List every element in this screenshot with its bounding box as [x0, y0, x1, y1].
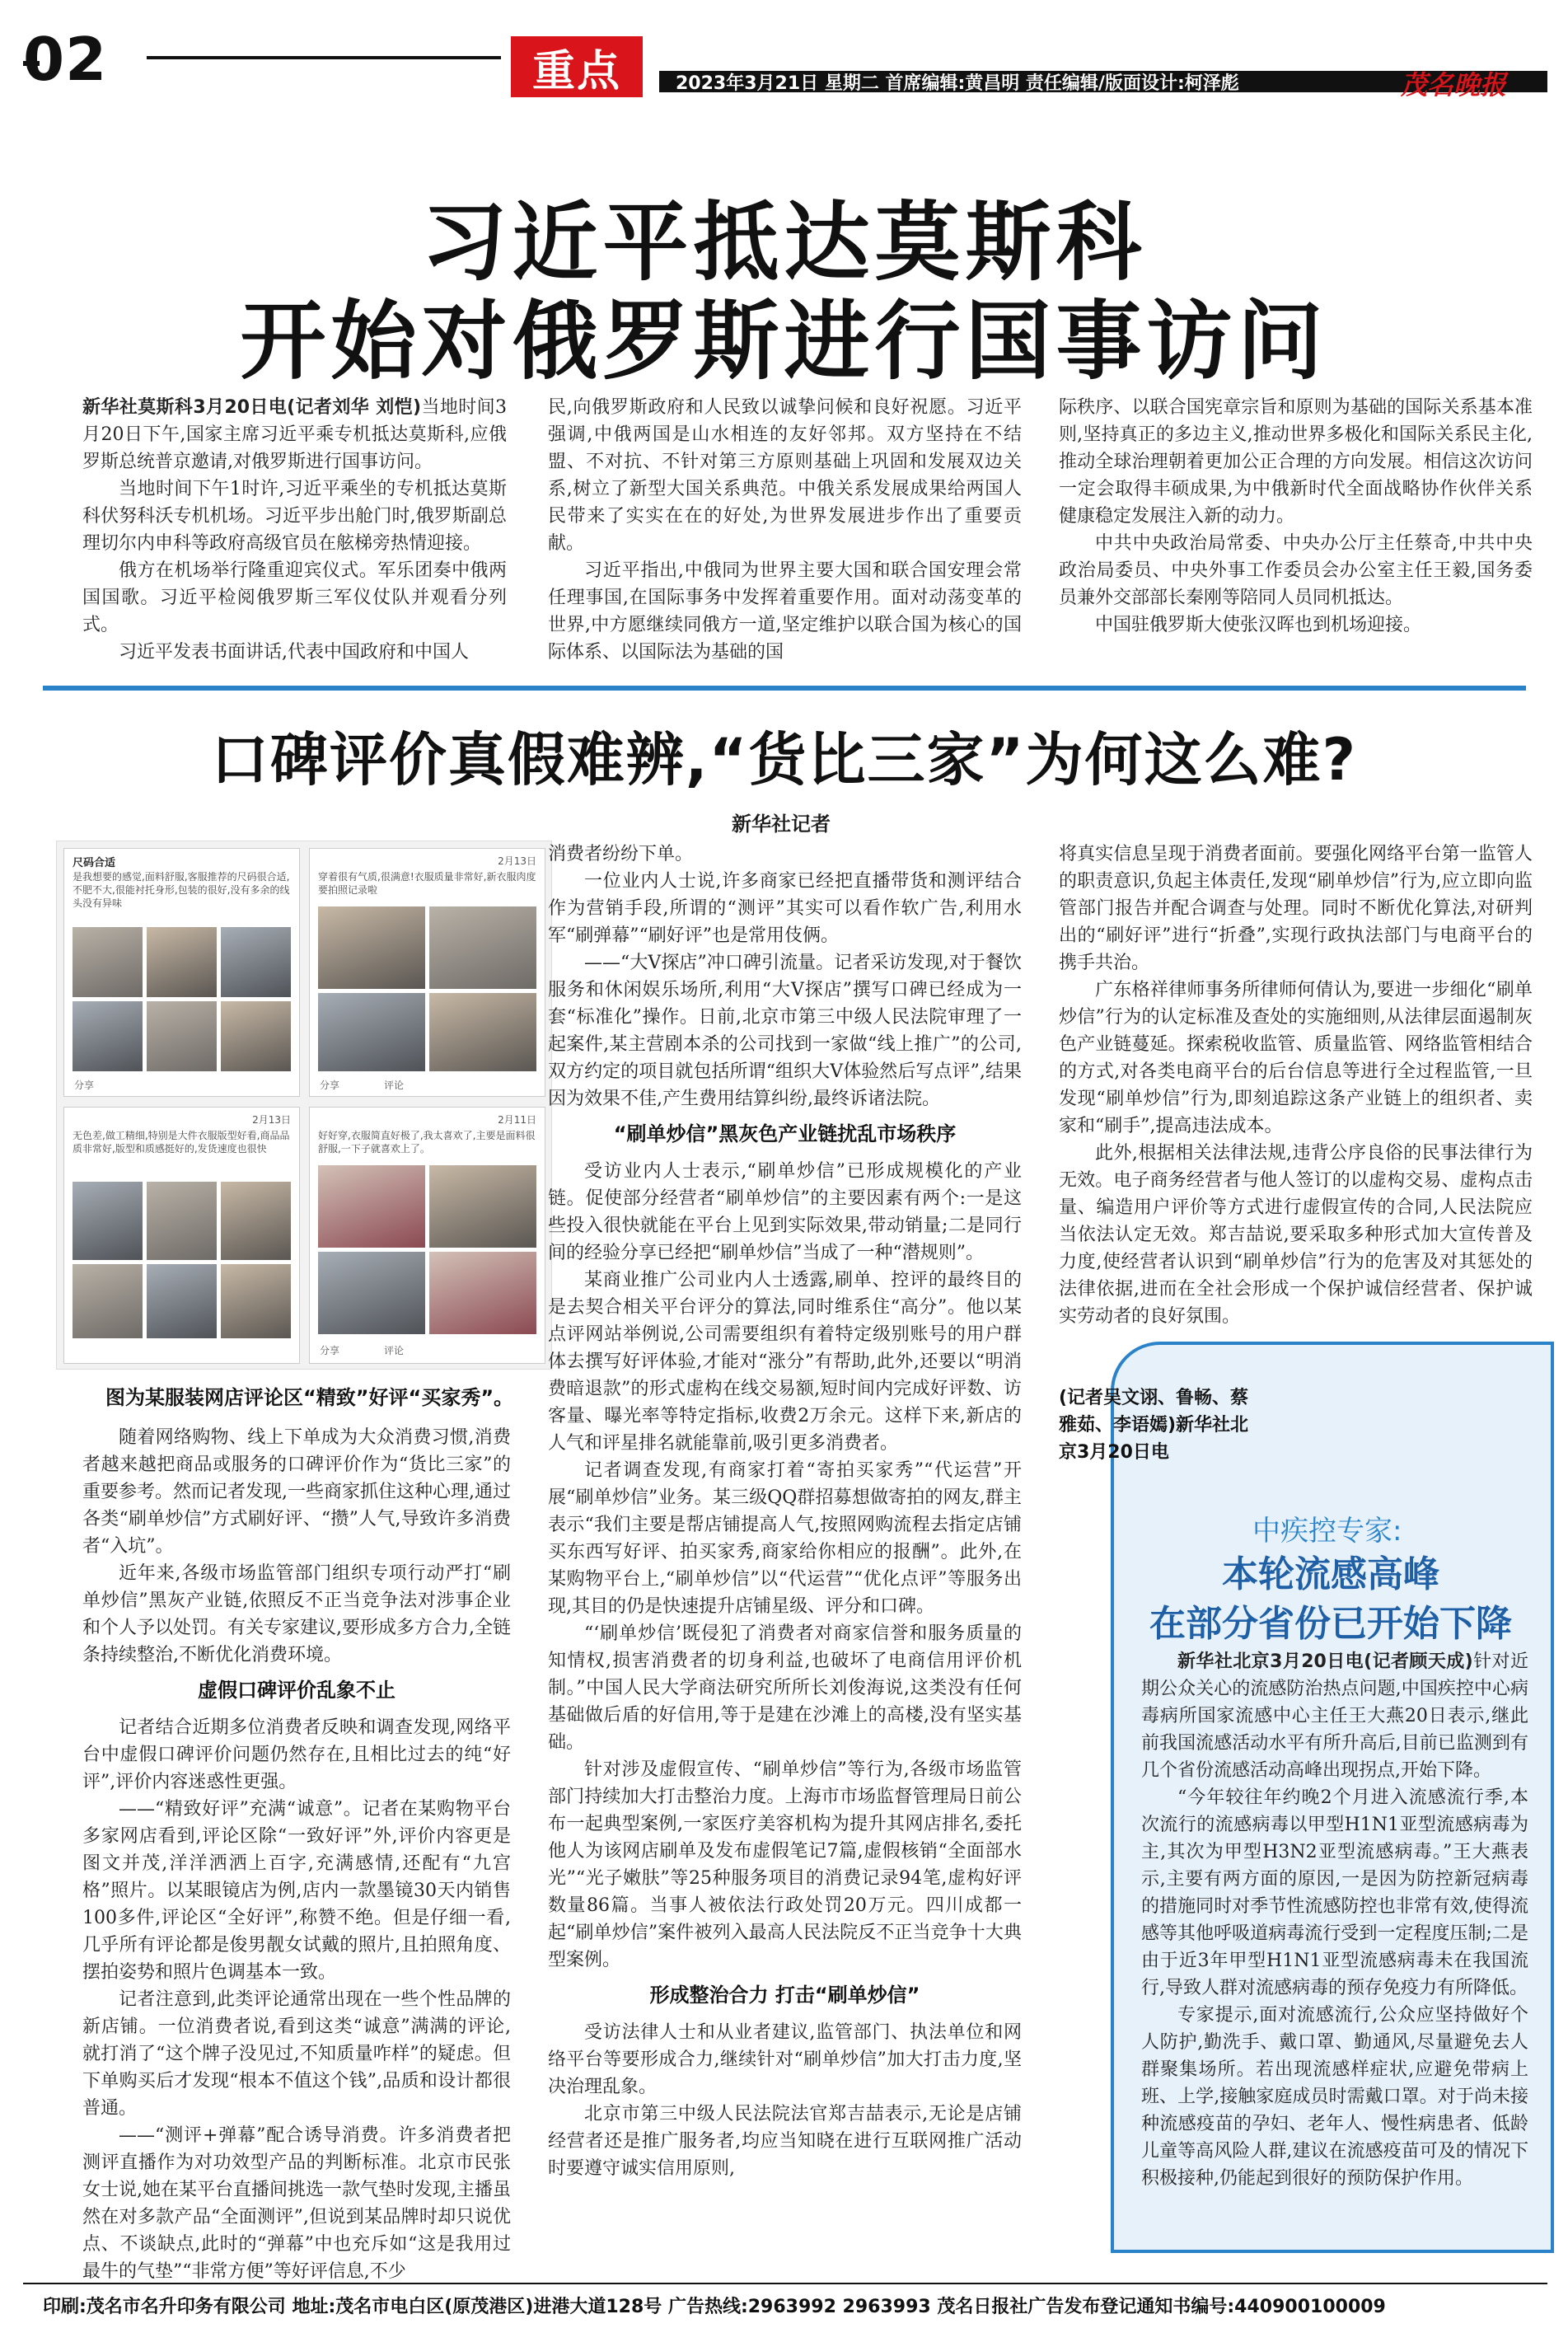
header-rule — [147, 56, 501, 59]
article1-paragraph: 习近平发表书面讲话,代表中国政府和中国人 — [119, 642, 469, 663]
article2-reporter: 新华社记者 — [732, 813, 831, 836]
section-badge: 重点 — [511, 36, 643, 97]
article2-paragraph: 记者注意到,此类评论通常出现在一些个性品牌的新店铺。一位消费者说,看到这类“诚意”满满的评论,就打消了“这个牌子没见过,不知质量咋样”的疑虑。但下单购买后才发现“根本不值这个钱”,品质和设计都很普通。 — [82, 1989, 511, 2119]
article2-paragraph: ——“精致好评”充满“诚意”。记者在某购物平台多家网店看到,评论区除“一致好评”外,评价内容更是图文并茂,洋洋洒洒上百字,充满感情,还配有“九宫格”照片。以某眼镜店为例,店内一款墨镜30天内销售100多件,评论区“全好评”,称赞不绝。但是仔细一看,几乎所有评论都是俊男靓女试戴的照片,且拍照角度、摆拍姿势和照片色调基本一致。 — [82, 1799, 511, 1983]
article1-column-3 — [1059, 394, 1533, 639]
sidebar-paragraph: “今年较往年约晚2个月进入流感流行季,本次流行的流感病毒以甲型H1N1亚型流感病毒为主,其次为甲型H3N2亚型流感病毒。”王大燕表示,主要有两方面的原因,一是因为防控新冠病毒的措施同时对季节性流感防控也非常有效,使得流感等其他呼吸道病毒流行受到一定程度压制;二是由于近3年甲型H1N1亚型流感病毒未在我国流行,导致人群对流感病毒的预存免疫力有所降低。 — [1141, 1787, 1528, 1998]
newspaper-logo: 茂名晚报 — [1401, 69, 1507, 101]
article1-paragraph: 当地时间下午1时许,习近平乘坐的专机抵达莫斯科伏努科沃专机机场。习近平步出舱门时,俄罗斯副总理切尔内申科等政府高级官员在舷梯旁热情迎接。 — [82, 479, 507, 554]
page-number: 02 — [23, 25, 108, 94]
share-label: 分享 — [320, 1345, 340, 1356]
review-text: 好好穿,衣服简直好极了,我太喜欢了,主要是面料很舒服,一下子就喜欢上了。 — [318, 1130, 536, 1155]
review-date: 2月13日 — [252, 1114, 291, 1126]
review-card — [309, 1107, 545, 1364]
footer-text: 印刷:茂名市名升印务有限公司 地址:茂名市电白区(原茂港区)进港大道128号 广告热线:2963992 2963993 茂名日报社广告发布登记通知书编号:440900100009 — [43, 2297, 1386, 2317]
review-date: 2月13日 — [498, 855, 536, 867]
issue-meta: 2023年3月21日 星期二 首席编辑:黄昌明 责任编辑/版面设计:柯泽彪 — [676, 73, 1239, 94]
article2-paragraph: 记者结合近期多位消费者反映和调查发现,网络平台中虚假口碑评价问题仍然存在,且相比过去的纯“好评”,评价内容迷惑性更强。 — [82, 1717, 511, 1792]
review-text: 穿着很有气质,很满意!衣服质量非常好,新衣服肉度要拍照记录啦 — [318, 871, 536, 896]
article2-headline: 口碑评价真假难辨,“货比三家”为何这么难? — [210, 726, 1358, 794]
article2-subhead: 虚假口碑评价乱象不止 — [198, 1679, 396, 1702]
sidebar-body — [1141, 1648, 1528, 2192]
article1-byline: 新华社莫斯科3月20日电(记者刘华 刘恺) — [82, 397, 422, 418]
article1-paragraph: 新华社莫斯科3月20日电(记者刘华 刘恺)当地时间3月20日下午,国家主席习近平乘专机抵达莫斯科,应俄罗斯总统普京邀请,对俄罗斯进行国事访问。 — [82, 397, 507, 472]
sidebar-paragraph: 新华社北京3月20日电(记者顾天成)针对近期公众关心的流感防治热点问题,中国疾控中心病毒病所国家流感中心主任王大燕20日表示,继此前我国流感活动水平有所升高后,目前已监测到有几个省份流感活动高峰出现拐点,开始下降。 — [1141, 1651, 1528, 1781]
article1-paragraph: 俄方在机场举行隆重迎宾仪式。军乐团奏中俄两国国歌。习近平检阅俄罗斯三军仪仗队并观看分列式。 — [82, 560, 507, 635]
article1-column-2 — [548, 394, 1022, 666]
review-text: 无色差,做工精细,特别是大件衣服版型好看,商品品质非常好,版型和质感挺好的,发货速度也很快 — [73, 1130, 290, 1155]
article1-paragraph: 习近平指出,中俄同为世界主要大国和联合国安理会常任理事国,在国际事务中发挥着重要作用。面对动荡变革的世界,中方愿继续同俄方一道,坚定维护以联合国为核心的国际体系、以国际法为基础的国 — [548, 560, 1022, 663]
article2-paragraph: ——“测评+弹幕”配合诱导消费。许多消费者把测评直播作为对功效型产品的判断标准。北京市民张女士说,她在某平台直播间挑选一款气垫时发现,主播虽然在对多款产品“全面测评”,但说到某品牌时却只说优点、不谈缺点,此时的“弹幕”中也充斥如“这是我用过最牛的气垫”“非常方便”等好评信息,不少 — [82, 2125, 511, 2282]
share-label: 分享 — [74, 1080, 95, 1091]
headline-line-1: 习近平抵达莫斯科 — [421, 192, 1147, 293]
article2-credit: (记者吴文诩、鲁畅、蔡雅茹、李语嫣)新华社北京3月20日电 — [1059, 1388, 1249, 1463]
article1-paragraph: 中共中央政治局常委、中央办公厅主任蔡奇,中共中央政治局委员、中央外事工作委员会办公室主任王毅,国务委员兼外交部部长秦刚等陪同人员同机抵达。 — [1059, 533, 1533, 608]
article1-column-1 — [82, 394, 507, 666]
article2-column-2 — [548, 841, 1022, 2182]
article2-paragraph: 受访法律人士和从业者建议,监管部门、执法单位和网络平台等要形成合力,继续针对“刷单炒信”加大打击力度,坚决治理乱象。 — [548, 2022, 1022, 2097]
review-card — [63, 848, 300, 1097]
article2-subhead: 形成整治合力 打击“刷单炒信” — [649, 1984, 920, 2007]
article2-paragraph: 随着网络购物、线上下单成为大众消费习惯,消费者越来越把商品或服务的口碑评价作为“货比三家”的重要参考。然而记者发现,一些商家抓住这种心理,通过各类“刷单炒信”方式刷好评、“攒”人气,导致许多消费者“入坑”。 — [82, 1427, 511, 1557]
review-card — [63, 1107, 300, 1364]
article2-paragraph: 将真实信息呈现于消费者面前。要强化网络平台第一监管人的职责意识,负起主体责任,发现“刷单炒信”行为,应立即向监管部门报告并配合调查与处理。同时不断优化算法,对研判出的“刷好评”进行“折叠”,实现行政执法部门与电商平台的携手共治。 — [1059, 844, 1533, 973]
article2-paragraph: 广东格祥律师事务所律师何倩认为,要进一步细化“刷单炒信”行为的认定标准及查处的实施细则,从法律层面遏制灰色产业链蔓延。探索税收监管、质量监管、网络监管相结合的方式,对各类电商平台的后台信息等进行全过程监管,一旦发现“刷单炒信”行为,即刻追踪这条产业链上的组织者、卖家和“刷手”,提高违法成本。 — [1059, 980, 1533, 1136]
article2-paragraph: 受访业内人士表示,“刷单炒信”已形成规模化的产业链。促使部分经营者“刷单炒信”的主要因素有两个:一是这些投入很快就能在平台上见到实际效果,带动销量;二是同行间的经验分享已经把“刷单炒信”当成了一种“潜规则”。 — [548, 1161, 1022, 1263]
sidebar-title-line-2: 在部分省份已开始下降 — [1149, 1603, 1512, 1645]
article2-paragraph: 记者调查发现,有商家打着“寄拍买家秀”“代运营”开展“刷单炒信”业务。某三级QQ群招募想做寄拍的网友,群主表示“我们主要是帮店铺提高人气,按照网购流程去指定店铺买东西写好评、拍买家秀,商家给你相应的报酬”。此外,在某购物平台上,“刷单炒信”以“代运营”“优化点评”等服务出现,其目的仍是快速提升店铺星级、评分和口碑。 — [548, 1460, 1022, 1617]
comment-label: 评论 — [384, 1080, 405, 1091]
sidebar-byline: 新华社北京3月20日电(记者顾天成) — [1177, 1651, 1473, 1672]
article2-paragraph: 某商业推广公司业内人士透露,刷单、控评的最终目的是去契合相关平台评分的算法,同时维系住“高分”。他以某点评网站举例说,公司需要组织有着特定级别账号的用户群体去撰写好评体验,才能对“涨分”有帮助,此外,还要以“明消费暗退款”的形式虚构在线交易额,短时间内完成好评数、访客量、曝光率等特定指标,收费2万余元。这样下来,新店的人气和评星排名就能靠前,吸引更多消费者。 — [548, 1270, 1022, 1454]
article1-paragraph: 际秩序、以联合国宪章宗旨和原则为基础的国际关系基本准则,坚持真正的多边主义,推动世界多极化和国际关系民主化,推动全球治理朝着更加公正合理的方向发展。相信这次访问一定会取得丰硕成果,为中俄新时代全面战略协作伙伴关系健康稳定发展注入新的动力。 — [1059, 397, 1533, 527]
article2-paragraph: 一位业内人士说,许多商家已经把直播带货和测评结合作为营销手段,所谓的“测评”其实可以看作软广告,利用水军“刷弹幕”“刷好评”也是常用伎俩。 — [548, 871, 1022, 946]
article2-paragraph: ——“大V探店”冲口碑引流量。记者采访发现,对于餐饮服务和休闲娱乐场所,利用“大V探店”撰写口碑已经成为一套“标准化”操作。日前,北京市第三中级人民法院审理了一起案件,某主营剧本杀的公司找到一家做“线上推广”的公司,双方约定的项目就包括所谓“组织大V体验然后写点评”,结果因为效果不佳,产生费用结算纠纷,最终诉诸法院。 — [548, 953, 1022, 1109]
article1-paragraph: 中国驻俄罗斯大使张汉晖也到机场迎接。 — [1095, 615, 1422, 635]
article2-column-3 — [1059, 841, 1533, 1330]
photo-caption: 图为某服装网店评论区“精致”好评“买家秀”。 — [105, 1386, 514, 1409]
sidebar-title-line-1: 本轮流感高峰 — [1222, 1553, 1439, 1595]
share-label: 分享 — [320, 1080, 340, 1091]
review-date: 2月11日 — [498, 1114, 536, 1126]
article2-paragraph: “‘刷单炒信’既侵犯了消费者对商家信誉和服务质量的知情权,损害消费者的切身利益,也破坏了电商信用评价机制。”中国人民大学商法研究所所长刘俊海说,这类没有任何基础做后盾的好信用,等于是建在沙滩上的高楼,没有坚实基础。 — [548, 1623, 1022, 1753]
footer-rule — [23, 2283, 1547, 2284]
review-card — [309, 848, 545, 1097]
headline-line-2: 开始对俄罗斯进行国事访问 — [240, 291, 1328, 391]
review-title: 尺码合适 — [73, 857, 116, 869]
article2-paragraph: 此外,根据相关法律法规,违背公序良俗的民事法律行为无效。电子商务经营者与他人签订的以虚构交易、虚构点击量、编造用户评价等方式进行虚假宣传的合同,人民法院应当依法认定无效。郑吉喆说,要采取多种形式加大宣传普及力度,使经营者认识到“刷单炒信”行为的危害及对其惩处的法律依据,进而在全社会形成一个保护诚信经营者、保护诚实劳动者的良好氛围。 — [1059, 1143, 1533, 1327]
article2-paragraph: 北京市第三中级人民法院法官郑吉喆表示,无论是店铺经营者还是推广服务者,均应当知晓在进行互联网推广活动时要遵守诚实信用原则, — [548, 2104, 1022, 2179]
article2-column-1 — [82, 1424, 511, 2285]
review-screenshot-photo — [56, 841, 552, 1370]
section-divider — [43, 686, 1526, 691]
comment-label: 评论 — [384, 1345, 405, 1356]
article2-subhead: “刷单炒信”黑灰色产业链扰乱市场秩序 — [613, 1122, 957, 1145]
article1-paragraph: 民,向俄罗斯政府和人民致以诚挚问候和良好祝愿。习近平强调,中俄两国是山水相连的友好邻邦。双方坚持在不结盟、不对抗、不针对第三方原则基础上巩固和发展双边关系,树立了新型大国关系典范。中俄关系发展成果给两国人民带来了实实在在的好处,为世界发展进步作出了重要贡献。 — [548, 397, 1022, 554]
article2-paragraph: 消费者纷纷下单。 — [548, 844, 694, 864]
sidebar-paragraph: 专家提示,面对流感流行,公众应坚持做好个人防护,勤洗手、戴口罩、勤通风,尽量避免去人群聚集场所。若出现流感样症状,应避免带病上班、上学,接触家庭成员时需戴口罩。对于尚未接种流感疫苗的孕妇、老年人、慢性病患者、低龄儿童等高风险人群,建议在流感疫苗可及的情况下积极接种,仍能起到很好的预防保护作用。 — [1141, 2005, 1528, 2189]
article2-paragraph: 针对涉及虚假宣传、“刷单炒信”等行为,各级市场监管部门持续加大打击整治力度。上海市市场监督管理局日前公布一起典型案例,一家医疗美容机构为提升其网店排名,委托他人为该网店刷单及发布虚假笔记7篇,虚假核销“全面部水光”“光子嫩肤”等25种服务项目的消费记录94笔,虚构好评数量86篇。当事人被依法行政处罚20万元。四川成都一起“刷单炒信”案件被列入最高人民法院反不正当竞争十大典型案例。 — [548, 1759, 1022, 1970]
sidebar-kicker: 中疾控专家: — [1252, 1515, 1402, 1548]
article2-paragraph: 近年来,各级市场监管部门组织专项行动严打“刷单炒信”黑灰产业链,依照反不正当竞争法对涉事企业和个人予以处罚。有关专家建议,要形成多方合力,全链条持续整治,不断优化消费环境。 — [82, 1563, 511, 1665]
review-text: 是我想要的感觉,面料舒服,客服推荐的尺码很合适,不肥不大,很能衬托身形,包装的很好,没有多余的线头没有异味 — [73, 871, 290, 909]
